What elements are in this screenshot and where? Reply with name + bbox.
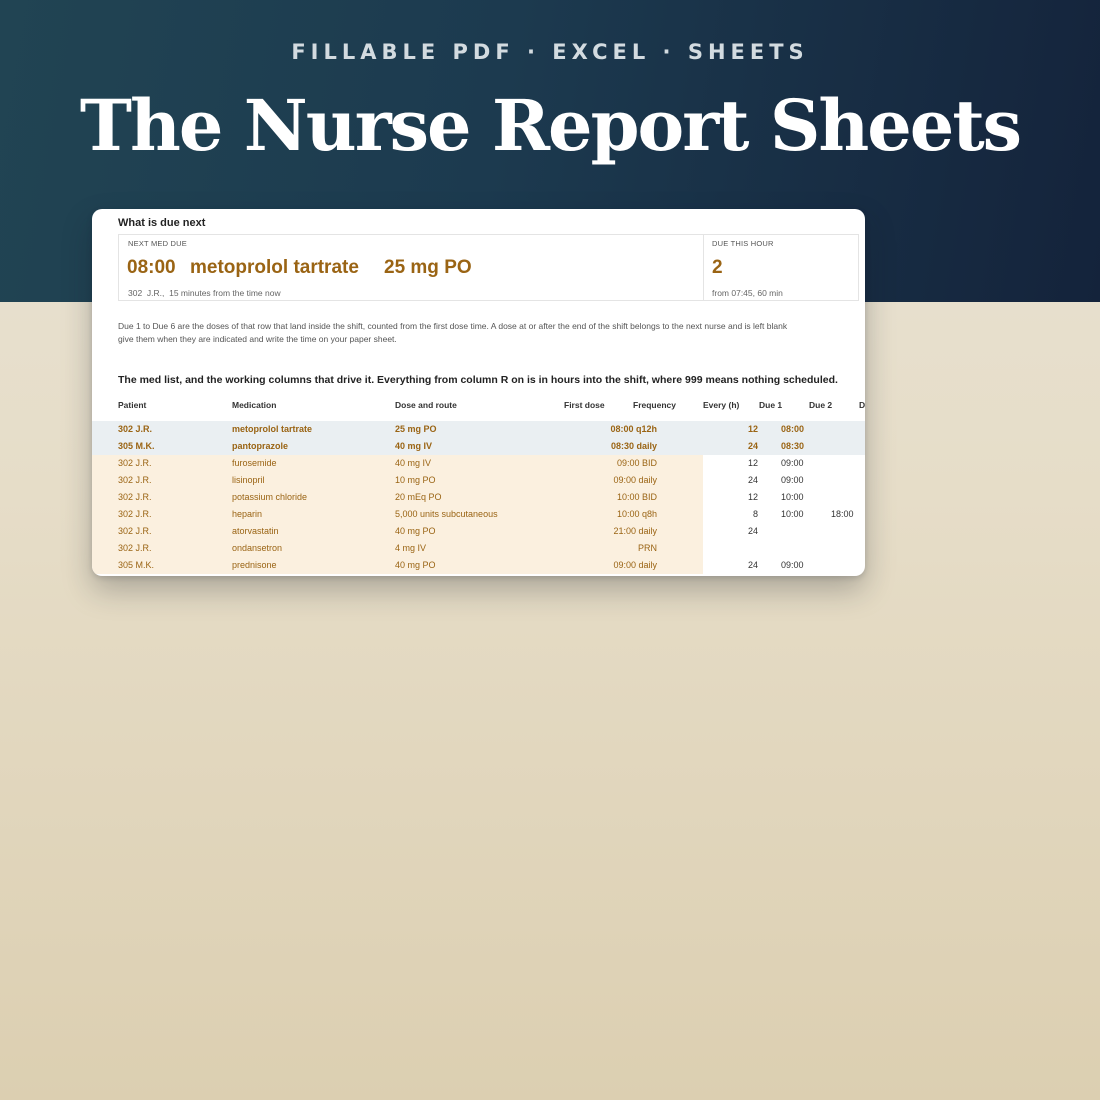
header-medication[interactable]: Medication: [232, 400, 277, 410]
cell-patient: 302 J.R.: [118, 509, 152, 519]
due-columns-note: [118, 320, 865, 346]
table-row[interactable]: [92, 540, 865, 557]
cell-dose: 40 mg IV: [395, 458, 432, 468]
cell-patient: 302 J.R.: [118, 424, 153, 434]
next-med-label: NEXT MED DUE: [128, 239, 187, 248]
header-due-3[interactable]: D: [859, 400, 865, 410]
cell-every: 12: [747, 492, 758, 502]
cell-due-1: 08:00: [781, 424, 805, 434]
next-med-name: metoprolol tartrate: [190, 257, 359, 278]
cell-every: 12: [747, 424, 758, 434]
cell-dose: 20 mEq PO: [395, 492, 442, 502]
note-line-2: give them when they are indicated and write the time on your paper sheet.: [118, 334, 397, 344]
cell-dose: 40 mg IV: [395, 441, 433, 451]
med-table-header: [92, 397, 865, 413]
due-next-panel: [118, 234, 859, 301]
cell-patient: 302 J.R.: [118, 475, 152, 485]
cell-schedule: 09:00 BID: [616, 458, 657, 468]
cell-schedule: PRN: [637, 543, 657, 553]
next-med-time: 08:00: [127, 257, 176, 278]
cell-every: 24: [747, 441, 758, 451]
cell-every: 12: [747, 458, 758, 468]
cell-every: 24: [747, 475, 758, 485]
cell-patient: 302 J.R.: [118, 492, 152, 502]
cell-medication: ondansetron: [232, 543, 283, 553]
cell-patient: 302 J.R.: [118, 458, 152, 468]
cell-medication: lisinopril: [232, 475, 265, 485]
cell-due-1: 10:00: [781, 492, 804, 502]
cell-patient: 305 M.K.: [118, 441, 155, 451]
cell-schedule: 21:00 daily: [613, 526, 657, 536]
cell-due-1: 09:00: [781, 560, 804, 570]
cell-schedule: 09:00 daily: [613, 475, 657, 485]
header-due-1[interactable]: Due 1: [759, 400, 783, 410]
due-hour-detail: from 07:45, 60 min: [712, 288, 783, 298]
table-row[interactable]: [92, 489, 865, 506]
cell-medication: metoprolol tartrate: [232, 424, 313, 434]
med-list-title: The med list, and the working columns that drive it. Everything from column R on is in hours into the shift, where 999 means nothing scheduled.: [118, 374, 838, 386]
table-row[interactable]: [92, 557, 865, 574]
next-med-detail: 302 J.R., 15 minutes from the time now: [128, 288, 281, 298]
cell-every: 24: [747, 560, 758, 570]
header-first-dose[interactable]: First dose: [564, 400, 605, 410]
cell-dose: 4 mg IV: [395, 543, 427, 553]
cell-due-2: 18:00: [831, 509, 854, 519]
cell-due-1: 09:00: [781, 458, 804, 468]
cell-patient: 302 J.R.: [118, 543, 152, 553]
cell-medication: atorvastatin: [232, 526, 279, 536]
cell-dose: 10 mg PO: [395, 475, 436, 485]
panel-divider: [703, 235, 704, 300]
cell-due-1: 08:30: [781, 441, 805, 451]
cell-schedule: 10:00 BID: [616, 492, 657, 502]
header-due-2[interactable]: Due 2: [809, 400, 833, 410]
header-dose-route[interactable]: Dose and route: [395, 400, 457, 410]
header-patient[interactable]: Patient: [118, 400, 147, 410]
due-next-title: What is due next: [118, 217, 206, 229]
due-hour-count: 2: [712, 257, 723, 278]
table-row[interactable]: [92, 506, 865, 523]
table-row[interactable]: [92, 455, 865, 472]
cell-medication: furosemide: [232, 458, 277, 468]
cell-medication: pantoprazole: [232, 441, 289, 451]
page-title: The Nurse Report Sheets: [79, 84, 1021, 167]
cell-schedule: 10:00 q8h: [616, 509, 657, 519]
cell-patient: 305 M.K.: [118, 560, 155, 570]
table-row[interactable]: [92, 438, 865, 455]
cell-medication: potassium chloride: [232, 492, 308, 502]
cell-schedule: 08:00 q12h: [610, 424, 657, 434]
spreadsheet-preview-card: [92, 209, 865, 576]
note-line-1: Due 1 to Due 6 are the doses of that row that land inside the shift, counted from the first dose time. A dose at or after the end of the shift belongs to the next nurse and is left blank: [118, 321, 788, 331]
cell-schedule: 08:30 daily: [610, 441, 657, 451]
cell-dose: 40 mg PO: [395, 560, 436, 570]
table-row[interactable]: [92, 421, 865, 438]
cell-due-1: 09:00: [781, 475, 804, 485]
due-hour-label: DUE THIS HOUR: [712, 239, 774, 248]
cell-patient: 302 J.R.: [118, 526, 152, 536]
cell-due-1: 10:00: [781, 509, 804, 519]
header-every-hours[interactable]: Every (h): [703, 400, 740, 410]
format-eyebrow: FILLABLE PDF · EXCEL · SHEETS: [291, 40, 809, 64]
cell-schedule: 09:00 daily: [613, 560, 657, 570]
next-med-dose: 25 mg PO: [384, 257, 472, 278]
table-row[interactable]: [92, 472, 865, 489]
cell-every: 8: [752, 509, 758, 519]
cell-medication: prednisone: [232, 560, 277, 570]
cell-every: 24: [747, 526, 758, 536]
table-row[interactable]: [92, 523, 865, 540]
cell-dose: 5,000 units subcutaneous: [395, 509, 498, 519]
header-frequency[interactable]: Frequency: [633, 400, 676, 410]
cell-medication: heparin: [232, 509, 263, 519]
cell-dose: 40 mg PO: [395, 526, 436, 536]
cell-dose: 25 mg PO: [395, 424, 437, 434]
med-table-body: [92, 421, 865, 574]
